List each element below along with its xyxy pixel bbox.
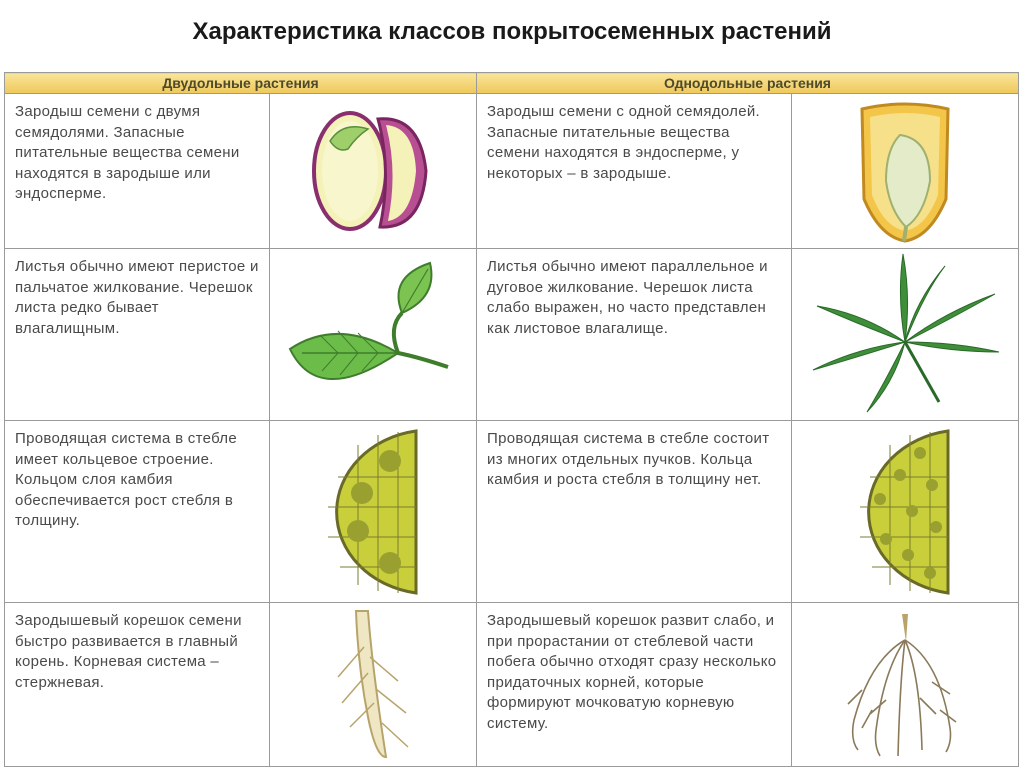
page-title: Характеристика классов покрытосеменных растений (192, 18, 832, 45)
table-row (5, 249, 1019, 421)
fibrous-root-illustration (792, 603, 1019, 767)
monocot-stem-cross-section (792, 421, 1019, 603)
dicot-seed-text: Зародыш семени с двумя семядолями. Запасные питательные вещества семени находятся в зародыше или эндосперме. (5, 94, 270, 249)
taproot-illustration (270, 603, 477, 767)
monocot-stem-text: Проводящая система в стебле состоит из многих отдельных пучков. Кольца камбия и роста стебля в толщину нет. (477, 421, 792, 603)
corn-seed-illustration (792, 94, 1019, 249)
table-row (5, 603, 1019, 767)
bean-seed-illustration (270, 94, 477, 249)
table-row (5, 94, 1019, 249)
dicot-stem-text: Проводящая система в стебле имеет кольцевое строение. Кольцом слоя камбия обеспечивается рост стебля в толщину. (5, 421, 270, 603)
table-header-row (5, 73, 1019, 94)
dicot-root-text: Зародышевый корешок семени быстро развивается в главный корень. Корневая система – стержневая. (5, 603, 270, 767)
table-row (5, 421, 1019, 603)
comparison-table (4, 72, 1019, 767)
dicot-stem-cross-section (270, 421, 477, 603)
palmate-leaf-illustration (792, 249, 1019, 421)
monocot-leaf-text: Листья обычно имеют параллельное и дуговое жилкование. Черешок листа слабо выражен, но часто представлен как листовое влагалище. (477, 249, 792, 421)
column-header-monocots: Однодольные растения (477, 73, 1019, 94)
column-header-dicots: Двудольные растения (5, 73, 477, 94)
monocot-root-text: Зародышевый корешок развит слабо, и при прорастании от стеблевой части побега обычно отходят сразу несколько придаточных корней, которые формируют мочковатую корневую систему. (477, 603, 792, 767)
dicot-leaf-text: Листья обычно имеют перистое и пальчатое жилкование. Черешок листа редко бывает влагалищным. (5, 249, 270, 421)
net-veined-leaf-illustration (270, 249, 477, 421)
monocot-seed-text: Зародыш семени с одной семядолей. Запасные питательные вещества семени находятся в эндосперме, у некоторых – в зародыше. (477, 94, 792, 249)
